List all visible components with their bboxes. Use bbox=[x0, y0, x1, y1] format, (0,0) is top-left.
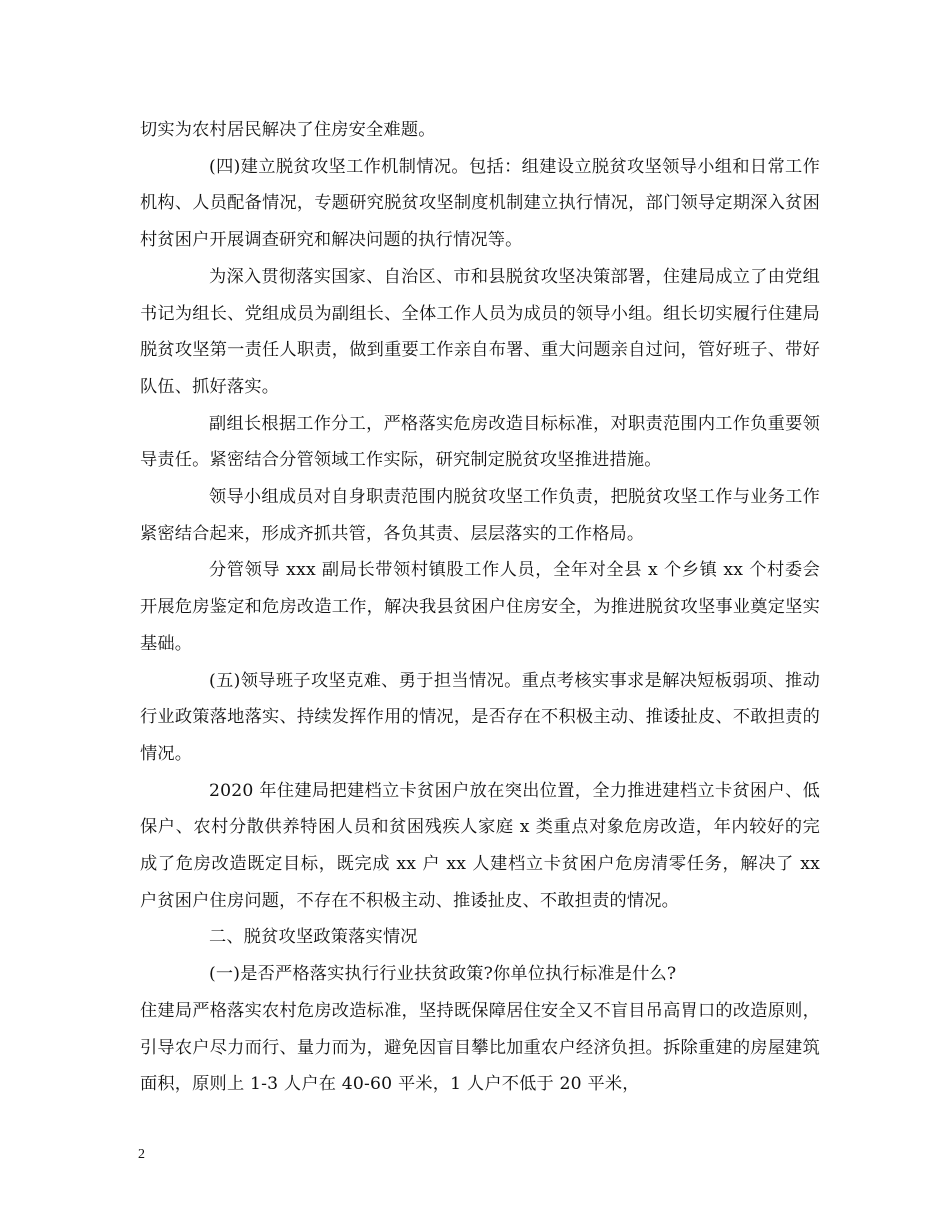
paragraph-11: 住建局严格落实农村危房改造标准，坚持既保障居住安全又不盲目吊高胃口的改造原则，引导农户尽力而行、量力而为，避免因盲目攀比加重农户经济负担。拆除重建的房屋建筑面积，原则上 1-3 人户在 40-60 平米，1 人户不低于 20 平米， bbox=[140, 1000, 820, 1095]
paragraph-8: 2020 年住建局把建档立卡贫困户放在突出位置，全力推进建档立卡贫困户、低保户、农村分散供养特困人员和贫困残疾人家庭 x 类重点对象危房改造，年内较好的完成了危房改造既定目标，既完成 xx 户 xx 人建档立卡贫困户危房清零任务，解决了 xx 户贫困户住房问题，不存在不积极主动、推诿扯皮、不敢担责的情况。 bbox=[140, 780, 820, 911]
paragraph-1: 切实为农村居民解决了住房安全难题。 bbox=[140, 120, 436, 140]
paragraph-6: 分管领导 xxx 副局长带领村镇股工作人员，全年对全县 x 个乡镇 xx 个村委会开展危房鉴定和危房改造工作，解决我县贫困户住房安全，为推进脱贫攻坚事业奠定坚实基础。 bbox=[140, 560, 820, 654]
document-body bbox=[140, 112, 820, 1103]
paragraph-2: (四)建立脱贫攻坚工作机制情况。包括：组建设立脱贫攻坚领导小组和日常工作机构、人员配备情况，专题研究脱贫攻坚制度机制建立执行情况，部门领导定期深入贫困村贫困户开展调查研究和解决问题的执行情况等。 bbox=[140, 156, 820, 251]
subsection-heading: (一)是否严格落实执行行业扶贫政策?你单位执行标准是什么? bbox=[209, 964, 677, 985]
section-heading: 二、脱贫攻坚政策落实情况 bbox=[209, 927, 418, 948]
paragraph-4: 副组长根据工作分工，严格落实危房改造目标标准，对职责范围内工作负重要领导责任。紧密结合分管领域工作实际，研究制定脱贫攻坚推进措施。 bbox=[140, 413, 820, 471]
paragraph-5: 领导小组成员对自身职责范围内脱贫攻坚工作负责，把脱贫攻坚工作与业务工作紧密结合起来，形成齐抓共管，各负其责、层层落实的工作格局。 bbox=[140, 487, 820, 544]
paragraph-3: 为深入贯彻落实国家、自治区、市和县脱贫攻坚决策部署，住建局成立了由党组书记为组长、党组成员为副组长、全体工作人员为成员的领导小组。组长切实履行住建局脱贫攻坚第一责任人职责，做到重要工作亲自布署、重大问题亲自过问，管好班子、带好队伍、抓好落实。 bbox=[140, 266, 820, 397]
paragraph-7: (五)领导班子攻坚克难、勇于担当情况。重点考核实事求是解决短板弱项、推动行业政策落地落实、持续发挥作用的情况，是否存在不积极主动、推诿扯皮、不敢担责的情况。 bbox=[140, 670, 820, 764]
page-number: 2 bbox=[138, 1147, 145, 1162]
